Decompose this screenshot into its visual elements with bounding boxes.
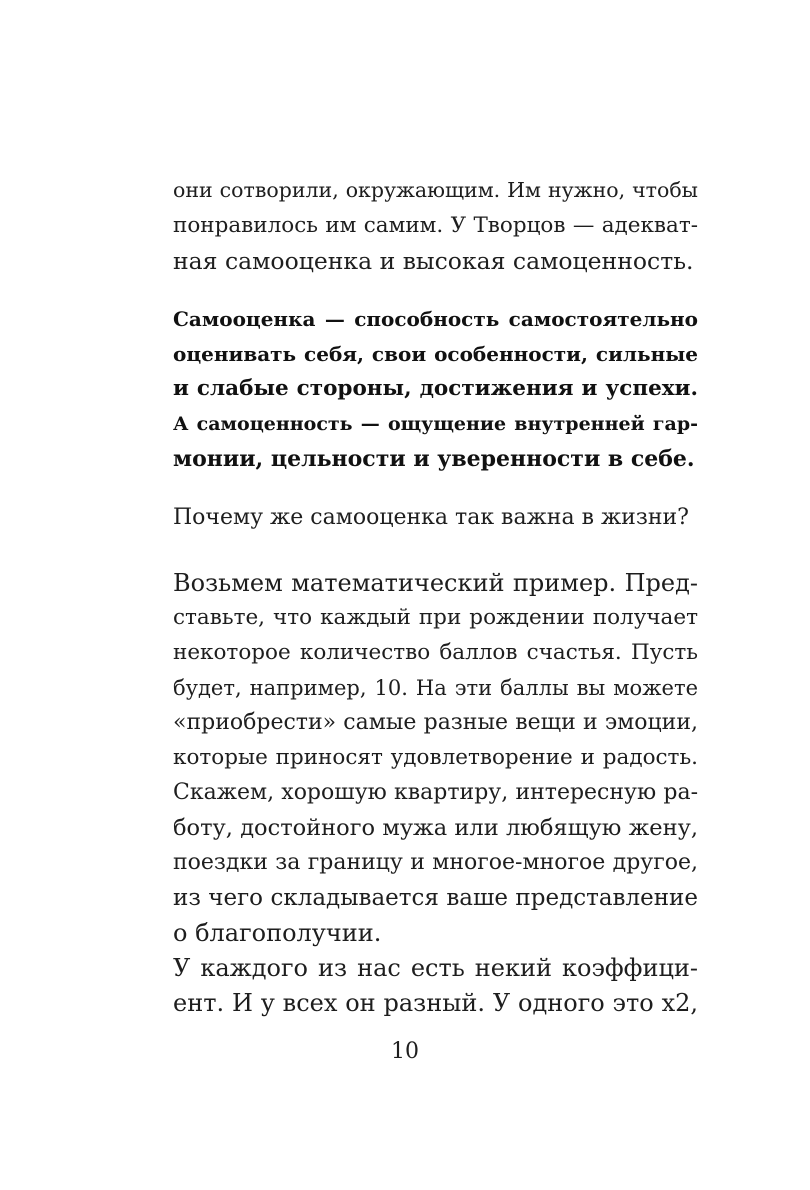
paragraph-4-line-2: ставьте, что каждый при рождении получает <box>173 605 698 630</box>
paragraph-1-line-2: понравилось им самим. У Творцов — адекват- <box>173 213 698 238</box>
paragraph-4-line-6: которые приносят удовлетворение и радость. <box>173 745 698 770</box>
paragraph-1-line-3: ная самооценка и высокая самоценность. <box>173 247 694 275</box>
paragraph-4-line-4: будет, например, 10. На эти баллы вы можете <box>173 676 698 700</box>
paragraph-4-line-7: Скажем, хорошую квартиру, интересную ра- <box>173 780 698 805</box>
definition-line-3: и слабые стороны, достижения и успехи. <box>173 376 698 401</box>
paragraph-4-line-5: «приобрести» самые разные вещи и эмоции, <box>173 710 698 735</box>
paragraph-4-line-8: боту, достойного мужа или любящую жену, <box>173 815 698 841</box>
question-line: Почему же самооценка так важна в жизни? <box>173 505 689 530</box>
definition-line-5: монии, цельности и уверенности в себе. <box>173 446 695 472</box>
paragraph-4-line-3: некоторое количество баллов счастья. Пусть <box>173 640 698 665</box>
paragraph-4-line-9: поездки за границу и многое-многое другое, <box>173 850 698 875</box>
paragraph-4-line-11: о благополучии. <box>173 919 382 947</box>
paragraph-5-line-1: У каждого из нас есть некий коэффици- <box>173 954 698 982</box>
paragraph-4-line-1: Возьмем математический пример. Пред- <box>173 569 698 597</box>
definition-line-2: оценивать себя, свои особенности, сильные <box>173 342 698 366</box>
definition-line-4: А самоценность — ощущение внутренней гар- <box>173 413 698 435</box>
paragraph-1-line-1: они сотворили, окружающим. Им нужно, чтобы <box>173 178 698 202</box>
page-number: 10 <box>391 1039 419 1064</box>
paragraph-5-line-2: ент. И у всех он разный. У одного это х2, <box>173 989 698 1017</box>
paragraph-4-line-10: из чего складывается ваше представление <box>173 885 698 911</box>
definition-line-1: Самооценка — способность самостоятельно <box>173 307 698 331</box>
